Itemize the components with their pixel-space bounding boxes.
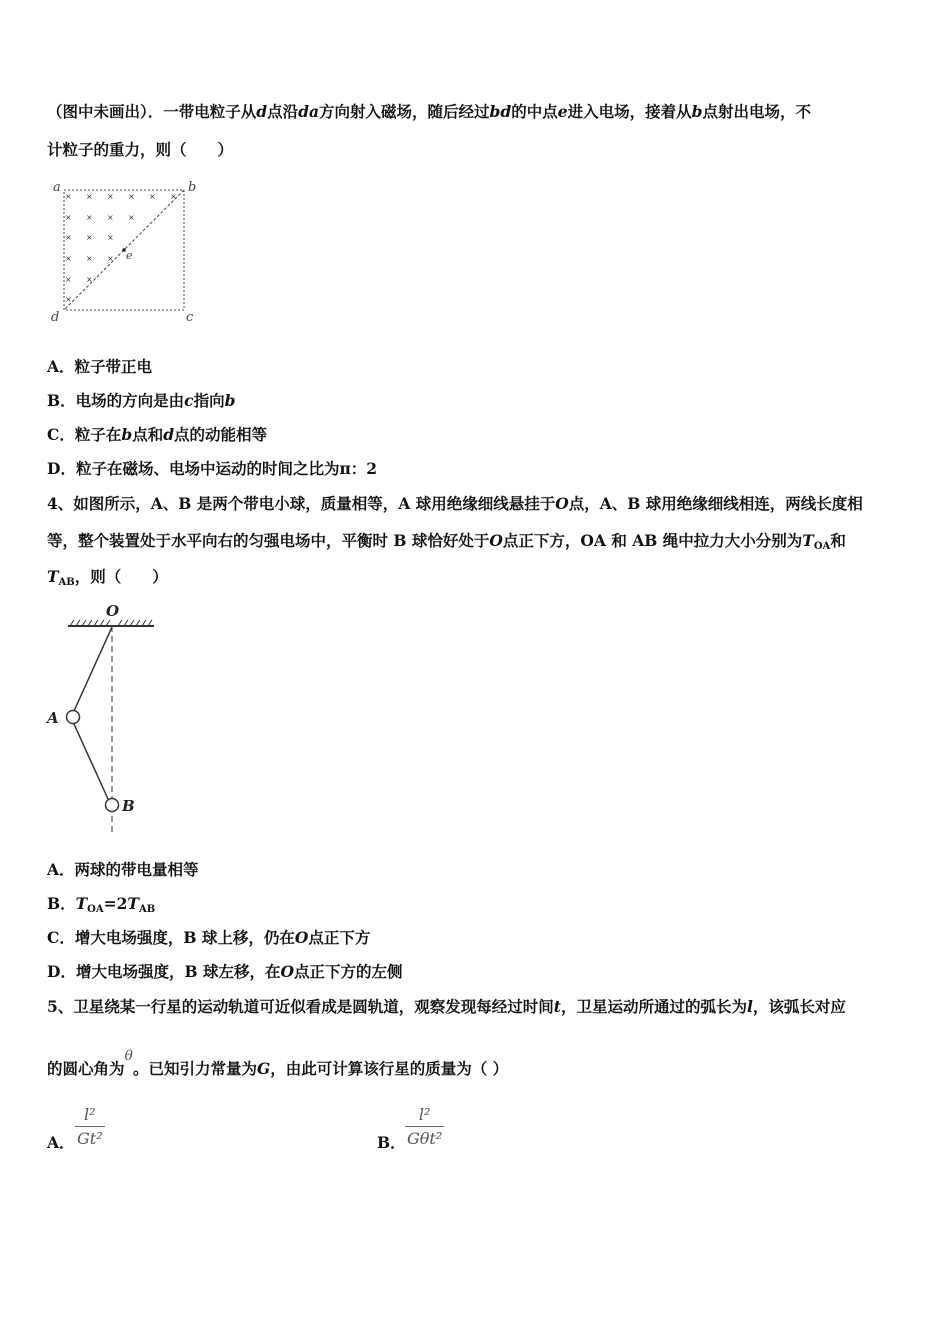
fraction-numerator: l²	[418, 1105, 431, 1124]
ball-a	[67, 711, 80, 724]
theta-symbol: θ	[124, 1048, 133, 1064]
q4-stem-line2: 等，整个装置处于水平向右的匀强电场中，平衡时 B 球恰好处于O点正下方，OA 和 AB 绳中拉力大小分别为$T_{OA}$和	[47, 531, 846, 552]
q4-stem-line3: $T_{AB}$，则（ ）	[47, 567, 168, 588]
q5-stem-line2: 的圆心角为θ。已知引力常量为G，由此可计算该行星的质量为（ ）	[47, 1048, 509, 1078]
svg-text:×: ×	[107, 254, 114, 263]
svg-text:×: ×	[86, 213, 93, 222]
svg-text:×: ×	[128, 192, 135, 201]
q5-option-b-label: B．	[377, 1133, 406, 1152]
q5-stem-line1: 5、卫星绕某一行星的运动轨道可近似看成是圆轨道，观察发现每经过时间t，卫星运动所通过的弧长为l，该弧长对应	[47, 997, 846, 1016]
svg-text:×: ×	[170, 192, 177, 201]
svg-text:×: ×	[65, 295, 72, 304]
fraction-bar	[75, 1126, 105, 1127]
svg-text:×: ×	[65, 233, 72, 242]
svg-text:×: ×	[107, 233, 114, 242]
q5-option-b-fraction	[405, 1105, 444, 1148]
q4-option-c: C．增大电场强度，B 球上移，仍在O点正下方	[47, 928, 371, 947]
q3-stem-line1: （图中未画出）．一带电粒子从d点沿da方向射入磁场，随后经过bd的中点e进入电场，接着从b点射出电场，不	[47, 102, 811, 121]
string-oa	[74, 627, 112, 711]
q3-option-c: C．粒子在b点和d点的动能相等	[47, 425, 268, 444]
q5-option-a-label: A．	[47, 1133, 75, 1152]
fraction-numerator: l²	[84, 1105, 96, 1124]
fraction-denominator: Gθt²	[407, 1129, 443, 1148]
label-e: e	[126, 249, 133, 262]
q4-option-a: A．两球的带电量相等	[47, 860, 199, 879]
svg-text:×: ×	[65, 275, 72, 284]
label-d: d	[51, 310, 60, 325]
svg-text:×: ×	[86, 233, 93, 242]
q4-pendulum-figure	[44, 600, 164, 836]
q5-option-a-fraction	[75, 1105, 105, 1148]
q3-option-d: D．粒子在磁场、电场中运动的时间之比为π：2	[47, 459, 378, 478]
svg-text:×: ×	[128, 213, 135, 222]
q4-option-b: B．$T_{OA}=2T_{AB}$	[47, 894, 156, 915]
q4-option-d: D．增大电场强度，B 球左移，在O点正下方的左侧	[47, 962, 403, 981]
label-b: b	[188, 180, 197, 195]
svg-text:×: ×	[65, 213, 72, 222]
svg-text:×: ×	[107, 213, 114, 222]
label-o: O	[106, 602, 120, 620]
svg-text:×: ×	[65, 192, 72, 201]
label-a: a	[53, 180, 61, 195]
magnetic-field-crosses	[65, 192, 177, 304]
string-ab	[74, 724, 108, 799]
fraction-denominator: Gt²	[77, 1129, 103, 1148]
q3-field-figure	[44, 178, 204, 326]
ball-b	[106, 799, 119, 812]
label-a: A	[47, 709, 59, 727]
svg-text:×: ×	[86, 192, 93, 201]
q3-option-a: A．粒子带正电	[47, 357, 153, 376]
q3-stem-line2: 计粒子的重力，则（ ）	[47, 140, 234, 159]
svg-text:×: ×	[149, 192, 156, 201]
q3-option-b: B．电场的方向是由c指向b	[47, 391, 236, 410]
svg-text:×: ×	[86, 254, 93, 263]
label-c: c	[186, 310, 194, 325]
svg-text:×: ×	[65, 254, 72, 263]
label-b: B	[122, 797, 135, 815]
q4-stem-line1: 4、如图所示，A、B 是两个带电小球，质量相等，A 球用绝缘细线悬挂于O点，A、B 球用绝缘细线相连，两线长度相	[47, 494, 863, 513]
fraction-bar	[405, 1126, 444, 1127]
svg-text:×: ×	[107, 192, 114, 201]
svg-text:×: ×	[86, 275, 93, 284]
